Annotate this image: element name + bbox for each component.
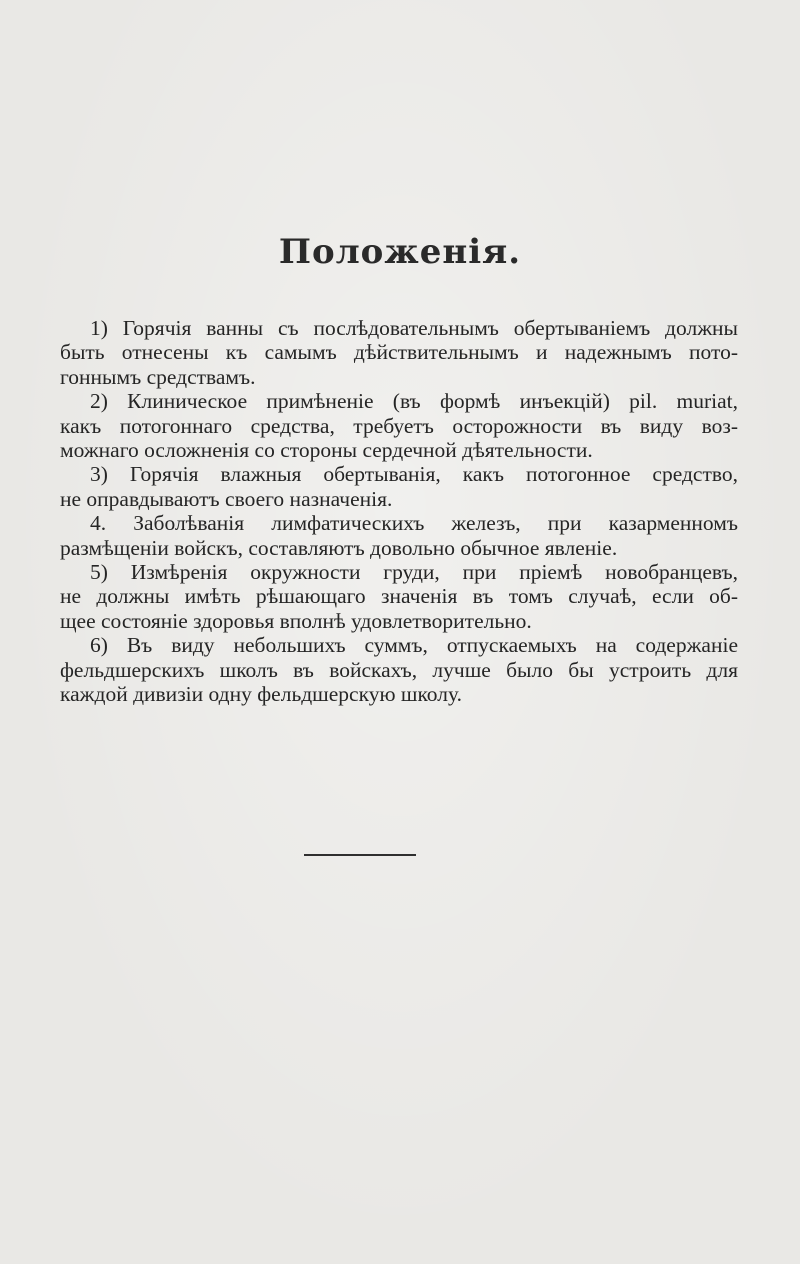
text-line: не должны имѣть рѣшающаго значенія въ томъ случаѣ, если об- <box>60 584 738 609</box>
text-line: 5) Измѣренія окружности груди, при пріемѣ новобранцевъ, <box>90 560 738 585</box>
paragraph-2 <box>60 389 738 462</box>
text-line: гоннымъ средствамъ. <box>60 364 256 389</box>
body-text <box>60 316 738 707</box>
paragraph-5 <box>60 560 738 633</box>
text-line: 2) Клиническое примѣненіе (въ формѣ инъекцій) pil. muriat, <box>90 389 738 414</box>
text-line: 3) Горячія влажныя обертыванія, какъ потогонное средство, <box>90 462 738 487</box>
paragraph-1 <box>60 316 738 389</box>
page-title: Положенія. <box>278 232 522 272</box>
text-line: каждой дивизіи одну фельдшерскую школу. <box>60 682 462 707</box>
text-line: 4. Заболѣванія лимфатическихъ железъ, при казарменномъ <box>90 511 738 536</box>
paragraph-6 <box>60 633 738 706</box>
text-line: фельдшерскихъ школъ въ войскахъ, лучше было бы устроить для <box>60 657 738 682</box>
text-line: щее состояніе здоровья вполнѣ удовлетворительно. <box>60 608 532 633</box>
paragraph-3 <box>60 462 738 511</box>
text-line: не оправдываютъ своего назначенія. <box>60 486 393 511</box>
text-line: быть отнесены къ самымъ дѣйствительнымъ и надежнымъ пото- <box>60 340 738 365</box>
text-line: какъ потогоннаго средства, требуетъ осторожности въ виду воз- <box>60 413 738 438</box>
closing-rule <box>304 854 416 856</box>
text-line: 1) Горячія ванны съ послѣдовательнымъ обертываніемъ должны <box>90 316 738 340</box>
text-line: 6) Въ виду небольшихъ суммъ, отпускаемыхъ на содержаніе <box>90 633 738 658</box>
text-line: можнаго осложненія со стороны сердечной дѣятельности. <box>60 438 593 463</box>
paragraph-4 <box>60 511 738 560</box>
text-line: размѣщеніи войскъ, составляютъ довольно обычное явленіе. <box>60 535 618 560</box>
